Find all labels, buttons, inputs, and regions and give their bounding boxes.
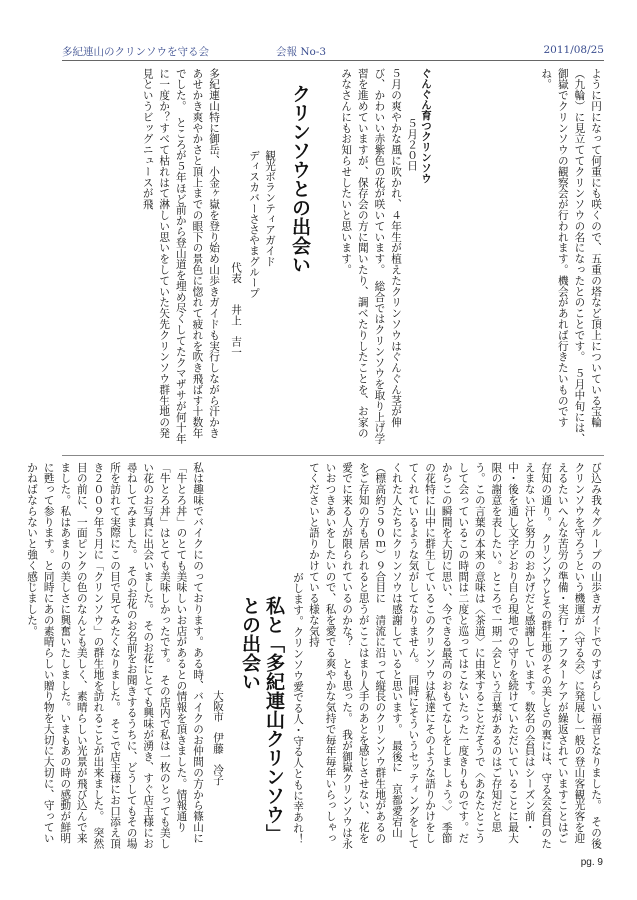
ito-article-body: 私は趣味でバイクにのっております。ある時、バイクのお仲間の方から篠山に「牛とろ丼」のとても美味しいお店があるとの情報を頂きました。情報通り「牛とろ丼」はとても美味しかったです。 その店内で私は一枚のとっても美しい花のお写真に出会いました。 そのお花にとても興味が湧き、すぐ店主様にお尋ねしてみました。 そのお花のお名前をお聞きするうちに、どうしてもその場所を訪れて実際にこの目で見てみたくなりました。 そこで店主様にお口添え頂き２００９年５月に「クリンソウ」の群生地を訪れることが出来ました。 突然目の前に、一面ピンクの色のなんとも美しく、素晴らしい光景が飛び込んで来ました。私はあまりの美しさに興奮いたしました。いまもあの時の感動が鮮明に甦って参ります。と同時にあの素晴らしい贈り物を大切に大切に、守っていかねばならないと強く感じました。 [26,462,204,850]
guzun-article-body: ５月の爽やかな風に吹かれ、４年生が植えたクリンソウはぐんぐん茎が伸び、かわいい赤紫色の花が咲いています。 総合ではクリンソウを取り上げ学習を進めていますが、保存会の方に聞いたり、調べたりしたことを、お家のみなさんにもお知らせしたいと思います。 [340,68,402,445]
guzun-article-title: ぐんぐん育つクリンソウ [420,68,432,184]
encounter-article-title: クリンソウとの出会い [289,84,311,274]
encounter-author-name: 代表 井上 吉一 [230,262,242,358]
ito-article-title: 私と「多紀連山クリンソウ」との出会い [239,596,285,843]
header-rule [62,60,604,61]
issue-number: 会報 No-3 [276,46,327,58]
closing-remark: がします。クリンソウ愛でる人・守る人ともに幸あれ！ [292,572,304,845]
kurinsou-name-continuation: ように円になって何重にも咲くので、五重の塔など頂上についている宝輪（九輪）に見立ててクリンソウの名になったとのことです。 ５月中旬には、御嶽でクリンソウの観察会が行われます。機会があれば行きたいものですね。 [540,68,602,445]
page-number: pg. 9 [580,857,603,868]
encounter-author-org: 観光ボランティアガイド [264,150,276,267]
page-header [62,44,604,60]
guzun-article-date: ５月２０日 [406,118,418,171]
encounter-article-body: 多紀連山特に御岳、小金ヶ嶽を登り始め山歩きガイドも実行しながら汗かきあせかき爽やかさと頂上までの眼下の景色に惚れて疲れを吹き飛ばす十数年でした。 ところが５年ほど前から登山道を埋め尽くしてたクマザサが何十年に一度か？すべて枯れはて淋しい思いをしていた矢先クリンソウ群生地の発見というビッグニュースが飛 [141,68,220,445]
ito-article-author: 大阪市 伊藤 冷子 [212,690,224,786]
newsletter-name: 多紀連山のクリンソウを守る会 [62,46,209,58]
encounter-article-continuation: び込み我々グループの山歩きガイドでのすばらしい福音となりました。 その後クリンソウを守ろうという機運が〈守る会〉に発展し一般の登山客観光客を迎えるたいへんな苦労の準備・実行・アフターケアが繰返されていますことはご存知の通り。 クリンソウとその群生地のその美しさの裏には、守る会会員のたえまない汗と努力のおかげだと感謝しています。数名の会員はシーズン前・中・後を通し文字どおり自ら現地での守りを続けていただいていることに最大限の謝意を表したい。ところで一期一会という言葉があるのはご存知だと思う。この言葉の本来の意味は〈茶道〉に由来することだそうで〈あなたとこうして会っているこの時間は二度と巡ってはこないたった一度きりものです。だからこの瞬間を大切に思い、今できる最高のおもてなしをしましょう。〉 季節の花特に山中に群生しているこのクリンソウは私達にそのような語りかけをしてくれているような気がしてなりません。 同時にそういうセッティングをしてくれた人たちにクリンソウは感謝していると思います。 最後に 京都愛宕山（標高約５９０ｍ）９合目に 清流に沿って縦長のクリンソウ群生地があるのをご存知の方も居られると思うがここはまり人手のあとを感じさせない、花を愛でに来る人が限られているのかな？ とも思った。 我が御嶽クリンソウは永いおつきあいをしたいので、私を愛でる爽やかな気持で毎年毎年いらっしゃってくださいと語りかけている様な気持 [307,462,602,850]
section-divider [62,455,604,456]
issue-date: 2011/08/25 [543,44,604,56]
encounter-author-group: ディスカバーささやまグループ [248,150,260,299]
